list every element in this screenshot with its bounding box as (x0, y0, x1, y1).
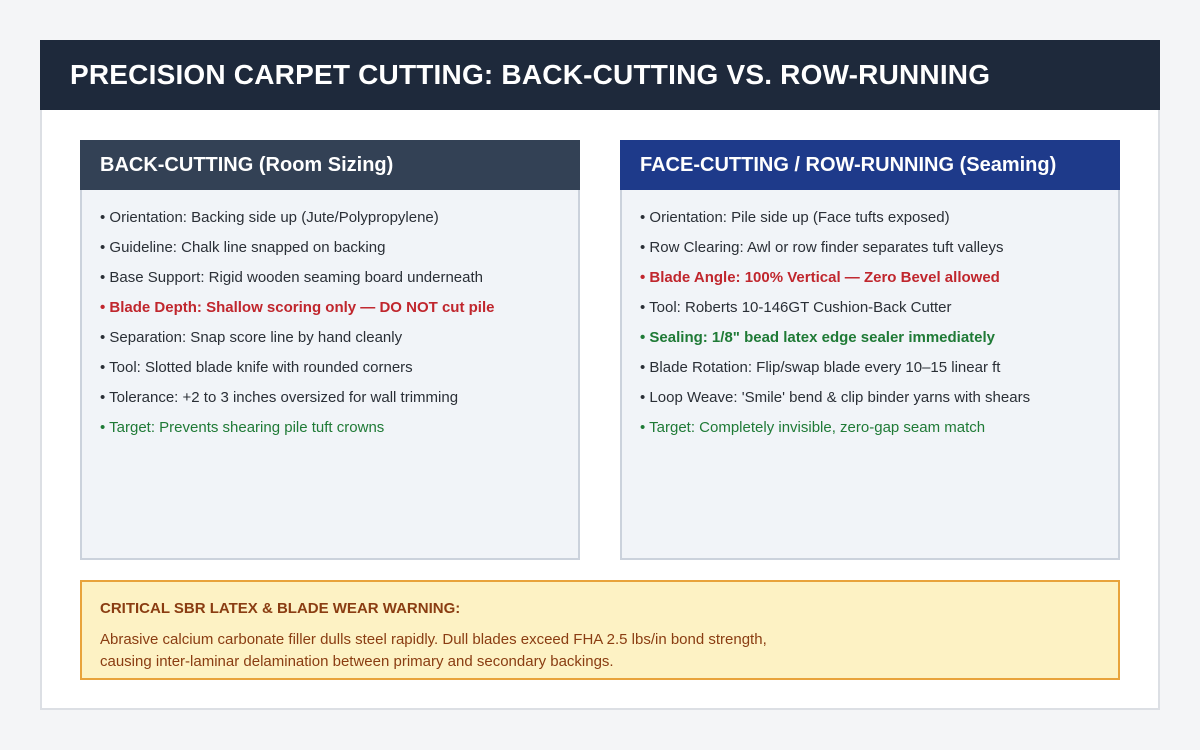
list-item-target: • Target: Completely invisible, zero-gap seam match (640, 419, 986, 436)
back-cutting-panel (80, 140, 580, 560)
back-cutting-list (82, 190, 578, 448)
list-item: • Base Support: Rigid wooden seaming board underneath (100, 269, 484, 286)
list-item: • Tool: Slotted blade knife with rounded corners (100, 359, 413, 376)
list-item: • Tool: Roberts 10-146GT Cushion-Back Cutter (640, 299, 952, 316)
title-bar (40, 40, 1160, 110)
back-cutting-header (80, 140, 580, 190)
warning-line-2: causing inter-laminar delamination between primary and secondary backings. (100, 653, 614, 670)
list-item-alert: • Blade Angle: 100% Vertical — Zero Bevel allowed (640, 269, 1000, 286)
list-item: • Guideline: Chalk line snapped on backing (100, 239, 386, 256)
list-item: • Row Clearing: Awl or row finder separates tuft valleys (640, 239, 1004, 256)
list-item: • Orientation: Backing side up (Jute/Polypropylene) (100, 209, 439, 226)
list-item: • Separation: Snap score line by hand cleanly (100, 329, 403, 346)
face-cutting-list (622, 190, 1118, 448)
list-item: • Blade Rotation: Flip/swap blade every 10–15 linear ft (640, 359, 1001, 376)
list-item: • Loop Weave: 'Smile' bend & clip binder yarns with shears (640, 389, 1031, 406)
warning-text (100, 629, 1118, 673)
page-title: PRECISION CARPET CUTTING: BACK-CUTTING VS. ROW-RUNNING (70, 59, 991, 90)
face-cutting-header (620, 140, 1120, 190)
back-cutting-heading: BACK-CUTTING (Room Sizing) (100, 153, 394, 176)
list-item-sealing: • Sealing: 1/8" bead latex edge sealer immediately (640, 329, 996, 346)
warning-heading: CRITICAL SBR LATEX & BLADE WEAR WARNING: (100, 600, 461, 617)
face-cutting-panel (620, 140, 1120, 560)
list-item: • Tolerance: +2 to 3 inches oversized for wall trimming (100, 389, 459, 406)
warning-line-1: Abrasive calcium carbonate filler dulls steel rapidly. Dull blades exceed FHA 2.5 lbs/in bond strength, (100, 631, 767, 648)
warning-box (80, 580, 1120, 680)
face-cutting-heading: FACE-CUTTING / ROW-RUNNING (Seaming) (640, 153, 1057, 176)
list-item-target: • Target: Prevents shearing pile tuft crowns (100, 419, 385, 436)
list-item-alert: • Blade Depth: Shallow scoring only — DO NOT cut pile (100, 299, 495, 316)
list-item: • Orientation: Pile side up (Face tufts exposed) (640, 209, 950, 226)
